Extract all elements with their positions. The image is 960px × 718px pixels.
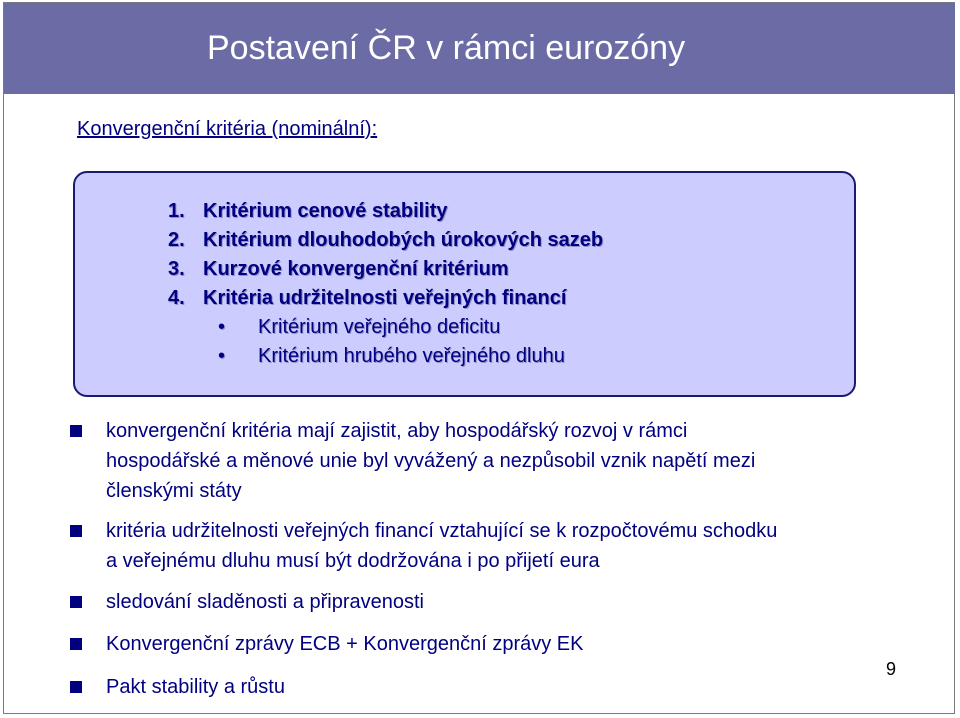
sub-criterion-item	[218, 316, 500, 339]
bullet-line: sledování sladěnosti a připravenosti	[106, 591, 424, 613]
bullet-line: Pakt stability a růstu	[106, 676, 285, 698]
criterion-number: 4.	[168, 287, 185, 309]
bullet-text	[106, 587, 424, 617]
criterion-item	[168, 200, 448, 223]
square-bullet-icon	[70, 596, 82, 608]
criterion-number: 2.	[168, 229, 185, 251]
criterion-number: 1.	[168, 200, 185, 222]
criterion-item	[168, 258, 509, 281]
slide-title: Postavení ČR v rámci eurozóny	[207, 29, 686, 67]
square-bullet-icon	[70, 638, 82, 650]
criterion-label: Kurzové konvergenční kritérium	[203, 258, 509, 280]
sub-criterion-label: Kritérium veřejného deficitu	[258, 316, 501, 338]
criterion-label: Kritéria udržitelnosti veřejných financí	[203, 287, 567, 309]
criterion-number: 3.	[168, 258, 185, 280]
section-subtitle: Konvergenční kritéria (nominální):	[77, 118, 378, 140]
page-number: 9	[886, 659, 897, 679]
criterion-label: Kritérium dlouhodobých úrokových sazeb	[203, 229, 604, 251]
bullet-text	[106, 672, 285, 702]
sub-criterion-item	[218, 345, 565, 368]
title-bar	[4, 3, 955, 94]
bullet-text	[106, 516, 777, 576]
criterion-item	[168, 229, 603, 252]
square-bullet-icon	[70, 425, 82, 437]
criterion-item	[168, 287, 566, 310]
bullet-text	[106, 629, 583, 659]
sub-criterion-label: Kritérium hrubého veřejného dluhu	[258, 345, 565, 367]
square-bullet-icon	[70, 525, 82, 537]
bullet-line: a veřejnému dluhu musí být dodržována i po přijetí eura	[106, 550, 600, 572]
bullet-line: členskými státy	[106, 480, 242, 502]
bullet-text	[106, 416, 755, 506]
criterion-label: Kritérium cenové stability	[203, 200, 448, 222]
bullet-dot-icon: •	[218, 345, 226, 367]
bullet-line: Konvergenční zprávy ECB + Konvergenční zprávy EK	[106, 633, 584, 655]
bullet-line: konvergenční kritéria mají zajistit, aby hospodářský rozvoj v rámci	[106, 420, 688, 442]
bullet-dot-icon: •	[218, 316, 226, 338]
bullet-line: hospodářské a měnové unie byl vyvážený a nezpůsobil vznik napětí mezi	[106, 450, 756, 472]
bullet-line: kritéria udržitelnosti veřejných financí vztahující se k rozpočtovému schodku	[106, 520, 778, 542]
square-bullet-icon	[70, 681, 82, 693]
